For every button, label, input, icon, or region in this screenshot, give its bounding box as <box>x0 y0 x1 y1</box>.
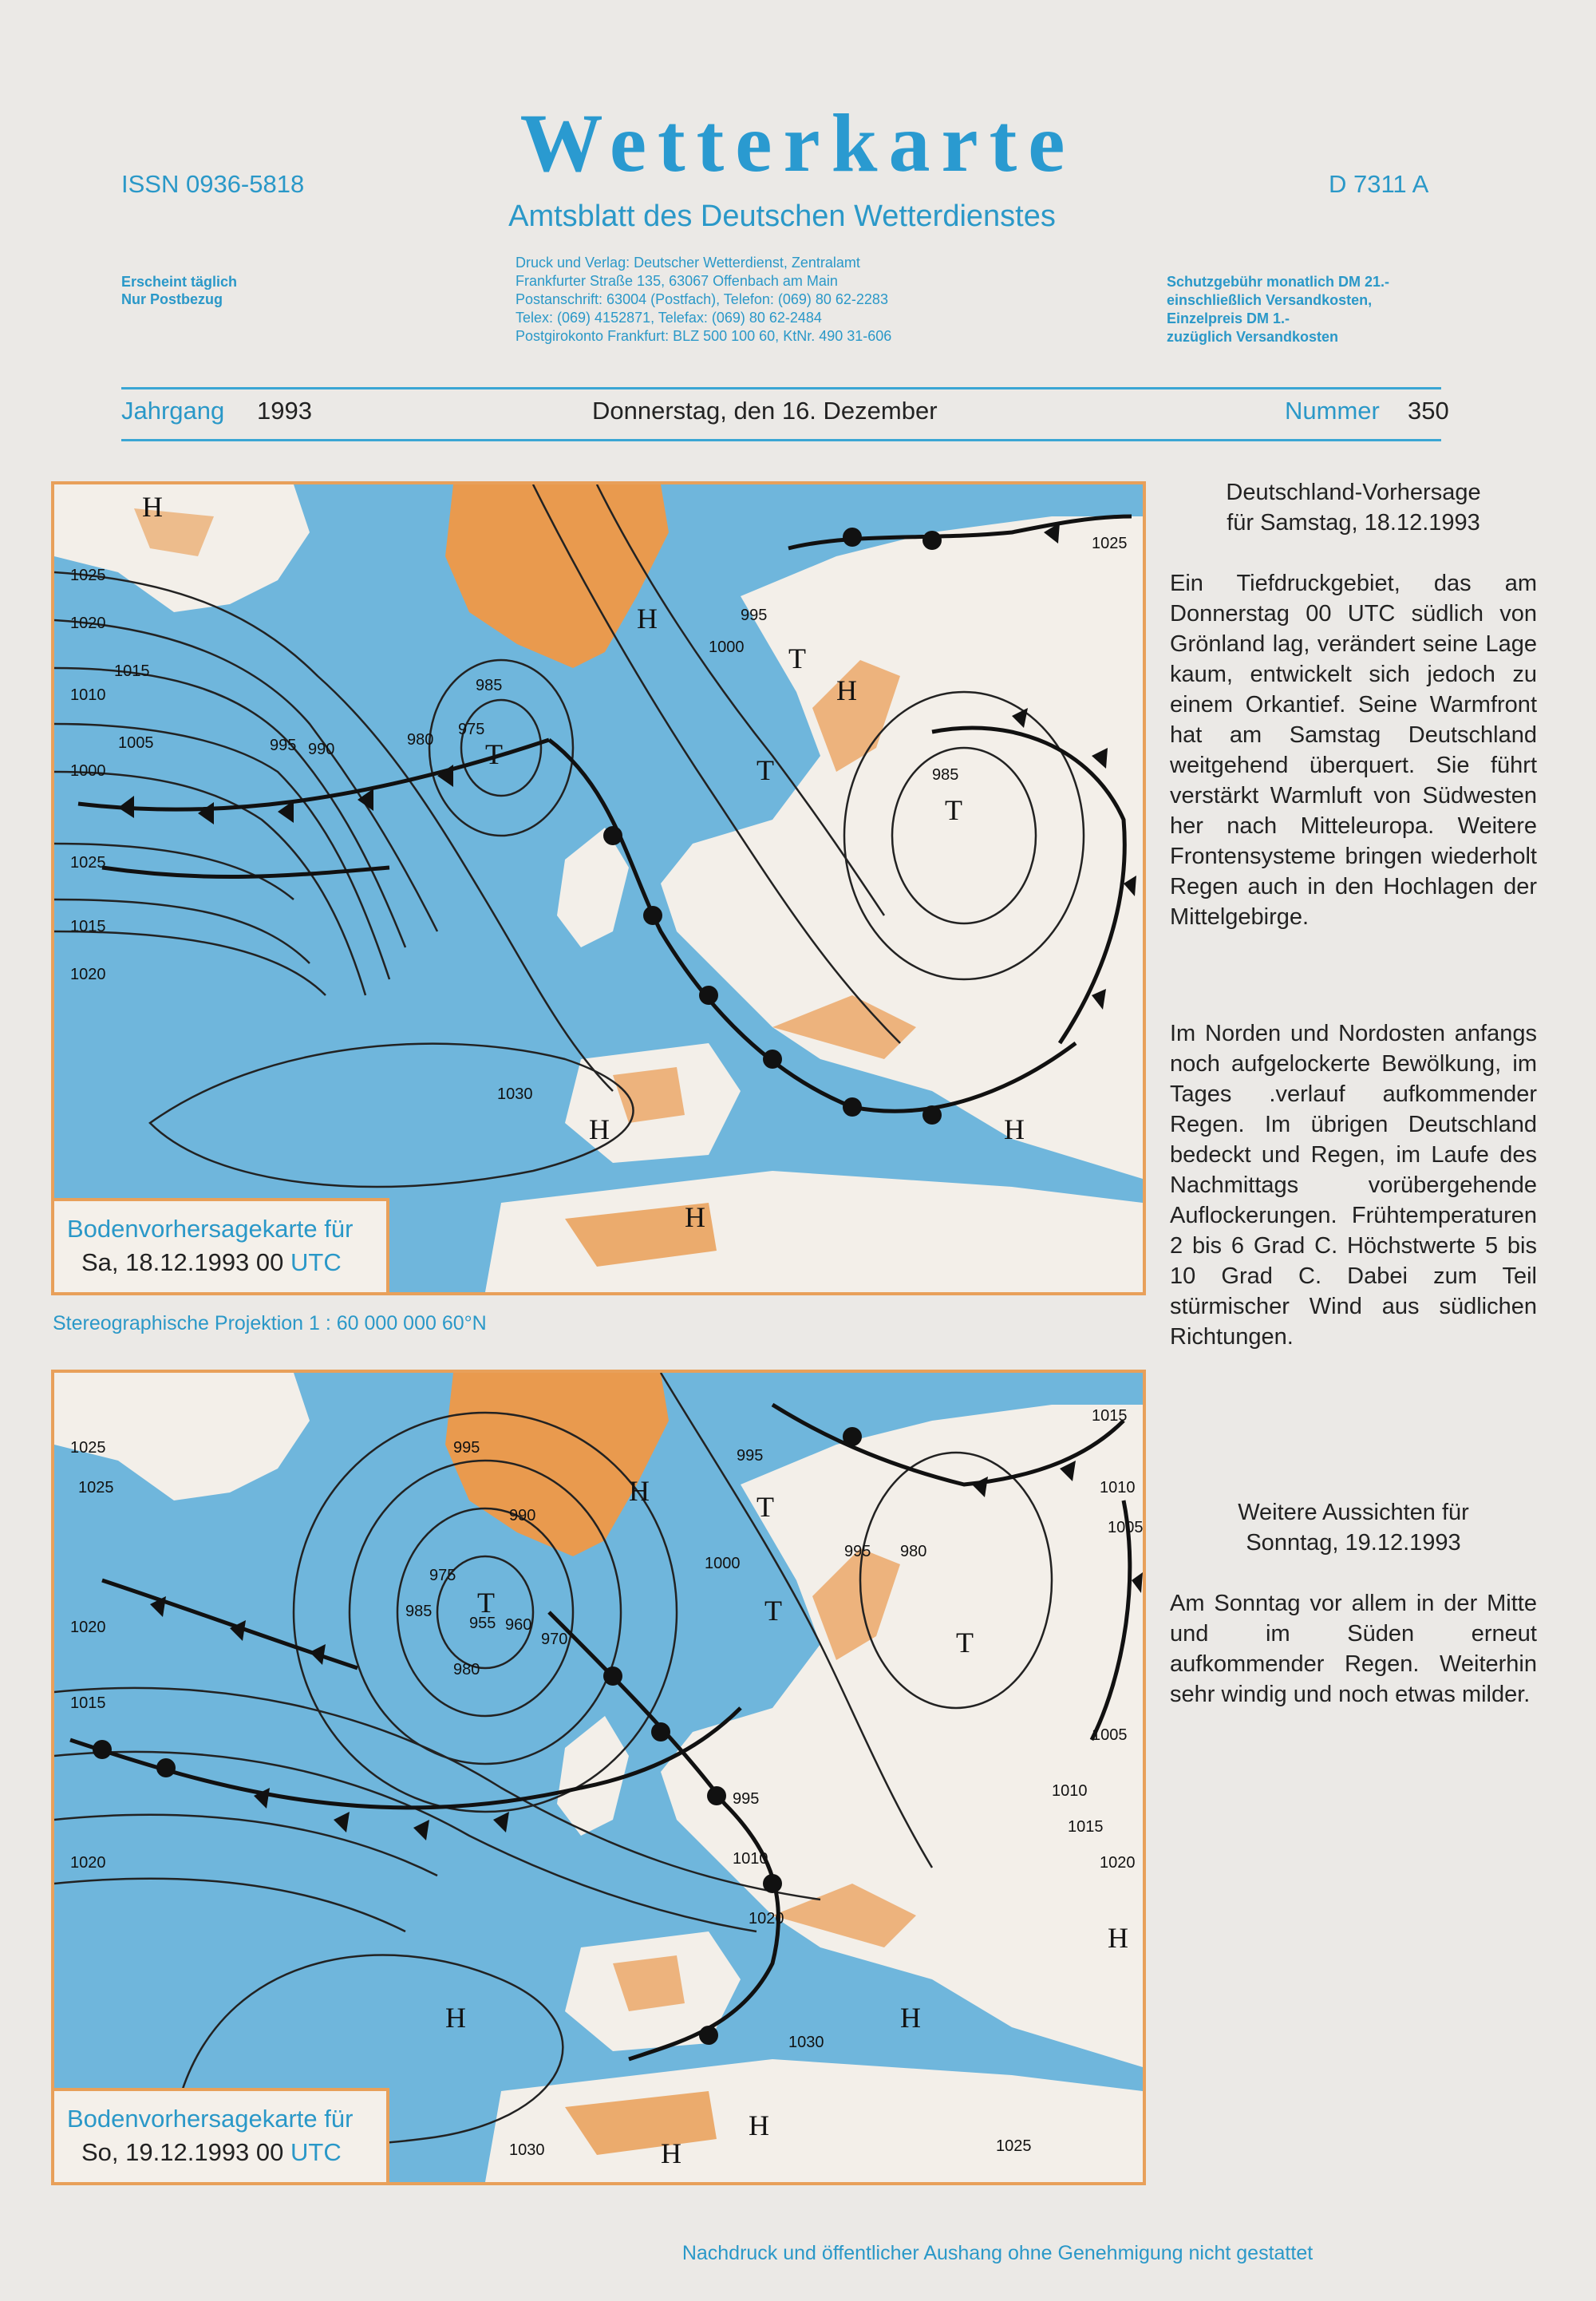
publication-info-line: Nur Postbezug <box>121 291 223 307</box>
map2-isobar-label: 1010 <box>1052 1782 1088 1800</box>
map2-isobar-label: 1010 <box>733 1850 768 1868</box>
map1-isobar-label: 1015 <box>114 662 150 680</box>
forecast-paragraph-1: Ein Tiefdruckgebiet, das am Donnerstag 00 UTC südlich von Grönland lag, verändert seine Lage kaum, entwickelt sich jedoch zu einem Orkantief. Seine Warmfront hat am Samstag Deutschland weitgehend überquert. Sie führt verstärkt Warmluft von Südwesten her nach Mitteleuropa. Weitere Frontensysteme bringen wiederholt Regen auch in den Hochlagen der Mittelgebirge. <box>1170 571 1537 930</box>
forecast-paragraph-2: Im Norden und Nordosten anfangs noch aufgelockerte Bewölkung, im Tages .verlauf aufkommender Regen. Im übrigen Deutschland bedeckt und Regen, im Laufe des Nachmittags vorübergehende Auflockerungen. Frühtemperaturen 2 bis 6 Grad C. Höchstwerte 5 bis 10 Grad C. Dabei zum Teil stürmischer Wind aus südlichen Richtungen. <box>1170 1021 1537 1350</box>
map2-high-center: H <box>900 2002 921 2034</box>
map2-front-semicircle <box>156 1758 176 1777</box>
forecast-map-sunday <box>51 1370 1146 2185</box>
publication-info <box>121 273 237 308</box>
map1-isobar-label: 1010 <box>70 686 106 704</box>
map2-high-center: H <box>1108 1922 1128 1954</box>
map1-caption <box>54 1198 389 1292</box>
map2-isobar-label: 1005 <box>1092 1726 1128 1744</box>
forecast-heading-line: Deutschland-Vorhersage <box>1226 480 1481 505</box>
map1-caption-datetime: Sa, 18.12.1993 00 <box>81 1248 284 1276</box>
nummer-value: 350 <box>1408 397 1449 425</box>
map1-caption-utc: UTC <box>290 1248 342 1276</box>
map2-isobar-label: 985 <box>405 1603 433 1620</box>
map1-isobar-label: 995 <box>741 607 768 624</box>
postal-number: D 7311 A <box>1329 170 1429 198</box>
price-info-line: Schutzgebühr monatlich DM 21.- <box>1167 274 1390 290</box>
publisher-info-line: Postanschrift: 63004 (Postfach), Telefon: (069) 80 62-2283 <box>516 291 888 307</box>
jahrgang-label: Jahrgang <box>121 397 225 425</box>
price-info-line: einschließlich Versandkosten, <box>1167 292 1373 308</box>
page-subtitle: Amtsblatt des Deutschen Wetterdienstes <box>508 200 1056 233</box>
map1-low-center: T <box>788 642 806 674</box>
map1-front-semicircle <box>922 1105 942 1125</box>
map1-isobar-label: 1020 <box>70 615 106 632</box>
map2-isobar-label: 970 <box>541 1631 568 1648</box>
map1-isobar-label: 1025 <box>1092 535 1128 552</box>
header-rule-top <box>121 387 1441 389</box>
map1-front-semicircle <box>922 531 942 550</box>
map2-isobar-label: 1025 <box>70 1439 106 1457</box>
price-info-line: zuzüglich Versandkosten <box>1167 329 1339 345</box>
map2-isobar-label: 1020 <box>749 1910 784 1927</box>
map1-isobar-label: 1025 <box>70 854 106 872</box>
publisher-info-line: Frankfurter Straße 135, 63067 Offenbach am Main <box>516 273 838 289</box>
map2-caption <box>54 2088 389 2182</box>
map1-isobar-label: 1030 <box>497 1085 533 1103</box>
map2-isobar-label: 1020 <box>1100 1854 1136 1872</box>
map2-isobar-label: 995 <box>737 1447 764 1465</box>
publication-info-line: Erscheint täglich <box>121 274 238 290</box>
map1-high-center: H <box>836 674 857 706</box>
map1-front-semicircle <box>699 986 718 1005</box>
map2-caption-title: Bodenvorhersagekarte für <box>67 2105 354 2133</box>
publisher-info-line: Telex: (069) 4152871, Telefax: (069) 80 62-2484 <box>516 310 822 326</box>
map1-caption-date <box>67 1246 386 1279</box>
page-title: Wetterkarte <box>519 97 1077 189</box>
map2-isobar-label: 1030 <box>509 2141 545 2159</box>
map2-front-semicircle <box>763 1874 782 1893</box>
map1-low-center: T <box>945 794 962 826</box>
map2-isobar-label: 1005 <box>1108 1519 1143 1536</box>
map2-low-center: T <box>757 1491 774 1523</box>
map2-front-semicircle <box>93 1740 112 1759</box>
map2-front-semicircle <box>843 1427 862 1446</box>
map2-low-center: T <box>764 1595 782 1627</box>
outlook-heading-line: Weitere Aussichten für <box>1238 1500 1469 1525</box>
map1-front-semicircle <box>843 1097 862 1117</box>
map2-low-center: T <box>477 1587 495 1619</box>
map1-isobar-label: 980 <box>407 731 434 749</box>
map2-isobar-label: 980 <box>453 1661 480 1678</box>
map2-isobar-label: 1015 <box>1092 1407 1128 1425</box>
price-info-line: Einzelpreis DM 1.- <box>1167 310 1290 326</box>
map2-isobar-label: 995 <box>453 1439 480 1457</box>
map2-isobar-label: 995 <box>733 1790 760 1808</box>
map2-caption-date <box>67 2136 386 2169</box>
map2-high-center: H <box>749 2109 769 2141</box>
map2-isobar-label: 1010 <box>1100 1479 1136 1496</box>
map1-isobar-label: 1020 <box>70 966 106 983</box>
map1-front-semicircle <box>763 1050 782 1069</box>
map2-isobar-label: 975 <box>429 1567 456 1584</box>
nummer-label: Nummer <box>1285 397 1380 425</box>
map1-front-semicircle <box>843 528 862 547</box>
map1-isobar-label: 1005 <box>118 734 154 752</box>
map2-isobar-label: 1025 <box>78 1479 114 1496</box>
footer-text: Nachdruck und öffentlicher Aushang ohne Genehmigung nicht gestattet <box>681 2242 1314 2264</box>
outlook-paragraph: Am Sonntag vor allem in der Mitte und im Süden erneut aufkommender Regen. Weiterhin sehr windig und noch etwas milder. <box>1170 1591 1537 1707</box>
forecast-heading-line: für Samstag, 18.12.1993 <box>1227 510 1480 536</box>
map2-isobar-label: 1015 <box>70 1694 106 1712</box>
map2-isobar-label: 1020 <box>70 1619 106 1636</box>
map1-high-center: H <box>637 603 658 635</box>
projection-note: Stereographische Projektion 1 : 60 000 000 60°N <box>53 1312 487 1334</box>
publisher-info-line: Druck und Verlag: Deutscher Wetterdienst, Zentralamt <box>516 255 860 271</box>
map2-isobar-label: 1000 <box>705 1555 741 1572</box>
outlook-heading-line: Sonntag, 19.12.1993 <box>1246 1530 1461 1556</box>
map2-front-semicircle <box>651 1722 670 1742</box>
map2-isobar-label: 990 <box>509 1507 536 1524</box>
map2-isobar-label: 955 <box>469 1615 496 1632</box>
map2-high-center: H <box>629 1475 650 1507</box>
map2-isobar-label: 1015 <box>1068 1818 1104 1836</box>
outlook-heading <box>1170 1497 1537 1558</box>
map1-high-center: H <box>1004 1113 1025 1145</box>
map1-svg <box>54 484 1143 1292</box>
forecast-heading <box>1170 477 1537 538</box>
map1-low-center: T <box>485 738 503 770</box>
publisher-info-line: Postgirokonto Frankfurt: BLZ 500 100 60, KtNr. 490 31-606 <box>516 328 892 344</box>
map2-isobar-label: 1030 <box>788 2034 824 2051</box>
map1-isobar-label: 1000 <box>70 762 106 780</box>
forecast-map-saturday <box>51 481 1146 1295</box>
map2-isobar-label: 1025 <box>996 2137 1032 2155</box>
map2-isobar-label: 995 <box>844 1543 871 1560</box>
map2-caption-datetime: So, 19.12.1993 00 <box>81 2138 284 2166</box>
map2-caption-utc: UTC <box>290 2138 342 2166</box>
issue-date: Donnerstag, den 16. Dezember <box>592 397 938 425</box>
map1-isobar-label: 1015 <box>70 918 106 935</box>
map1-isobar-label: 990 <box>308 741 335 758</box>
map1-isobar-label: 1025 <box>70 567 106 584</box>
map2-front-semicircle <box>699 2026 718 2045</box>
map1-isobar-label: 1000 <box>709 639 745 656</box>
map2-front-semicircle <box>603 1666 622 1686</box>
price-info <box>1167 273 1389 346</box>
footer-note <box>0 2242 1596 2265</box>
map1-isobar-label: 985 <box>476 677 503 694</box>
jahrgang-value: 1993 <box>257 397 312 425</box>
map2-isobar-label: 1020 <box>70 1854 106 1872</box>
map1-high-center: H <box>685 1201 705 1233</box>
map1-front-semicircle <box>643 906 662 925</box>
map1-high-center: H <box>589 1113 610 1145</box>
map1-isobar-label: 995 <box>270 737 297 754</box>
issn-number: ISSN 0936-5818 <box>121 170 305 198</box>
map1-high-center: H <box>142 491 163 523</box>
map1-front-semicircle <box>603 826 622 845</box>
map2-isobar-label: 960 <box>505 1616 532 1634</box>
map2-svg <box>54 1373 1143 2182</box>
map2-low-center: T <box>956 1627 974 1659</box>
map2-isobar-label: 980 <box>900 1543 927 1560</box>
map1-isobar-label: 985 <box>932 766 959 784</box>
map1-caption-title: Bodenvorhersagekarte für <box>67 1215 354 1243</box>
map2-front-semicircle <box>707 1786 726 1805</box>
map1-low-center: T <box>757 754 774 786</box>
map2-high-center: H <box>661 2137 681 2169</box>
header-rule-bottom <box>121 439 1441 441</box>
publisher-info <box>516 254 891 346</box>
map2-high-center: H <box>445 2002 466 2034</box>
map1-isobar-label: 975 <box>458 721 485 738</box>
